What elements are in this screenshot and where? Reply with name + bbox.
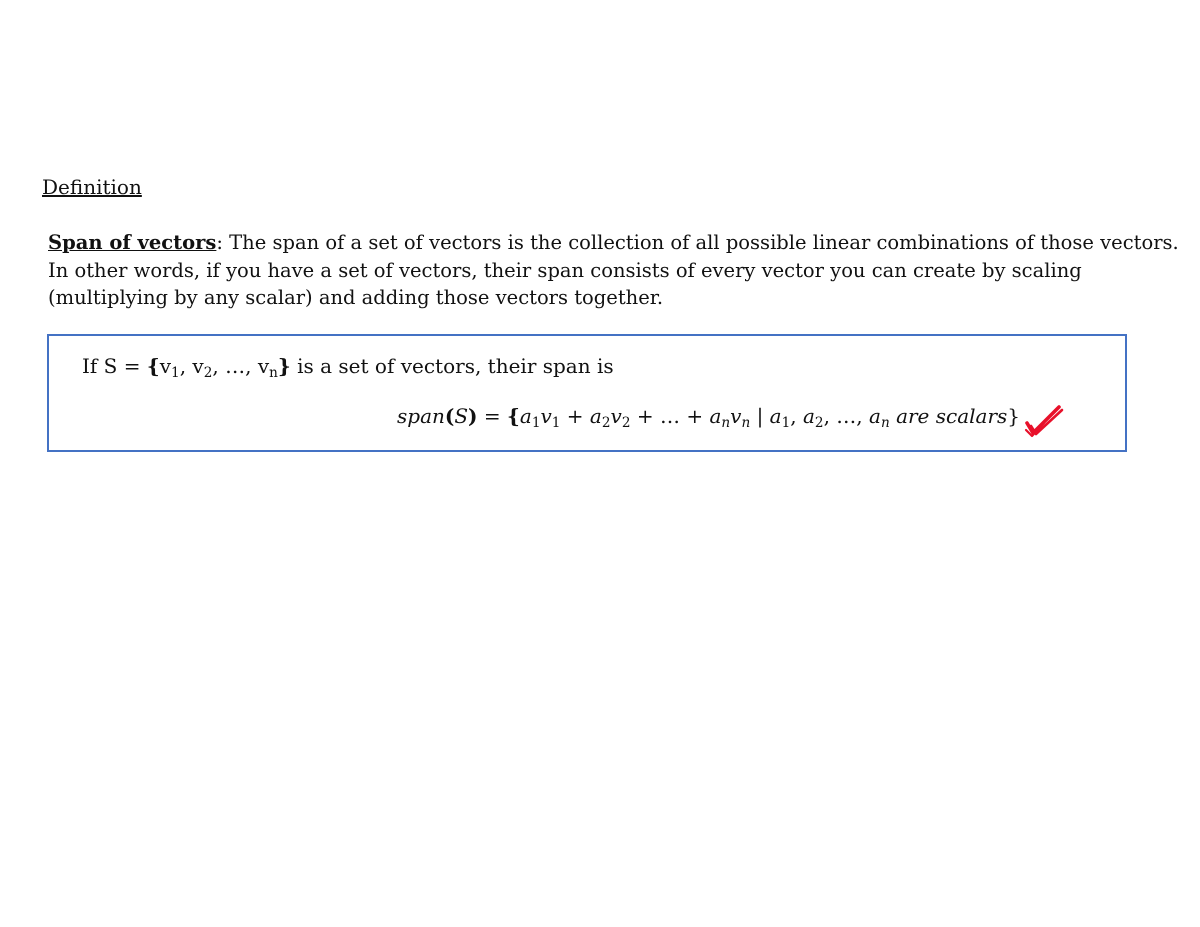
formula-part: }: [1007, 404, 1021, 428]
formula-part: a: [589, 404, 602, 428]
formula-part: is a set of vectors, their span is: [290, 354, 614, 378]
formula-part: ,: [179, 354, 193, 378]
formula-part: , …,: [823, 404, 870, 428]
formula-box: [47, 334, 1127, 452]
formula-part: 1: [781, 415, 791, 432]
definition-line-3: (multiplying by any scalar) and adding those vectors together.: [48, 286, 664, 309]
formula-part: 1: [551, 415, 561, 432]
formula-part: n: [269, 365, 278, 382]
definition-line-1-text: : The span of a set of vectors is the collection of all possible linear combinations of those vectors.: [216, 231, 1179, 254]
formula-part: 2: [621, 415, 631, 432]
formula-part: {: [146, 354, 160, 378]
definition-line-1: [48, 229, 1179, 257]
definition-line-2: In other words, if you have a set of vectors, their span consists of every vector you can create by scaling: [48, 258, 1082, 282]
formula-part: 2: [814, 415, 824, 432]
formula-part: n: [880, 415, 890, 432]
formula-part: n: [741, 415, 751, 432]
formula-part: a: [709, 404, 722, 428]
formula-part: {: [507, 404, 520, 428]
formula-part: +: [560, 404, 590, 428]
formula-part: a: [519, 404, 532, 428]
formula-part: v: [159, 354, 172, 378]
formula-part: =: [477, 404, 507, 428]
formula-part: v: [540, 404, 552, 428]
formula-part: v: [257, 354, 270, 378]
formula-part: + … +: [630, 404, 710, 428]
formula-part: 2: [601, 415, 611, 432]
formula-part: are scalars: [889, 404, 1008, 428]
formula-part: 1: [171, 365, 180, 382]
formula-part: n: [721, 415, 731, 432]
formula-part: |: [750, 404, 770, 428]
formula-part: a: [869, 404, 881, 428]
formula-part: 2: [203, 365, 213, 382]
formula-part: 1: [531, 415, 541, 432]
formula-part: v: [730, 404, 742, 428]
formula-part: , …,: [212, 354, 258, 378]
red-checkmark-icon: [1024, 403, 1064, 439]
formula-part: If S =: [82, 354, 147, 378]
formula-part: a: [802, 404, 815, 428]
definition-heading: Definition: [42, 175, 142, 199]
definition-term: Span of vectors: [48, 231, 217, 254]
span-formula: [397, 404, 1021, 432]
span-intro-line: [82, 354, 614, 382]
formula-part: v: [192, 354, 204, 378]
definition-text: [48, 229, 1179, 312]
formula-part: ): [468, 404, 478, 428]
formula-part: S: [454, 404, 469, 428]
formula-part: (: [444, 404, 455, 428]
formula-part: ,: [790, 404, 803, 428]
formula-part: }: [277, 354, 291, 378]
formula-part: a: [769, 404, 782, 428]
formula-part: v: [610, 404, 622, 428]
formula-part: span: [397, 404, 445, 428]
